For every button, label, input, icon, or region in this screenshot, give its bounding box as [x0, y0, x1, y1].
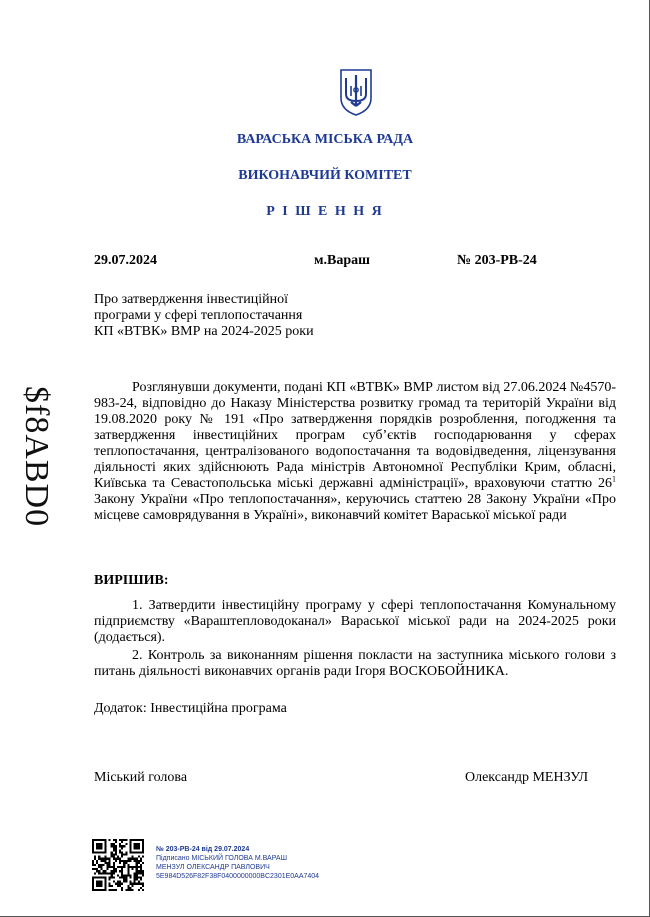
decision-subject: [94, 292, 314, 340]
decision-date: 29.07.2024: [94, 253, 157, 268]
coat-of-arms-icon: [339, 68, 373, 116]
subject-line: програми у сфері теплопостачання: [94, 308, 303, 323]
council-title: ВАРАСЬКА МІСЬКА РАДА: [236, 132, 414, 147]
subject-line: КП «ВТВК» ВМР на 2024-2025 роки: [94, 324, 314, 339]
attachment-note: Додаток: Інвестиційна програма: [94, 701, 287, 716]
decision-number: № 203-РВ-24: [457, 253, 537, 268]
e-signature-signer: МЕНЗУЛ ОЛЕКСАНДР ПАВЛОВИЧ: [156, 864, 270, 871]
preamble-text-end: Закону України «Про теплопостачання», керуючись статтею 28 Закону України «Про місцеве самоврядування в Україні», виконавчий комітет Вараської міської ради: [94, 492, 616, 523]
e-signature-block: [156, 845, 319, 881]
signature-position: Міський голова: [94, 770, 188, 785]
margin-stamp: $f8ABD0: [18, 386, 55, 528]
article-superscript: 1: [612, 474, 616, 484]
decision-item-2: 2. Контроль за виконанням рішення покласти на заступника міського голови з питань діяльності виконавчих органів ради Ігоря ВОСКОБОЙНИКА.: [94, 648, 616, 679]
preamble-paragraph: [94, 380, 616, 524]
decision-place: м.Вараш: [314, 253, 370, 268]
e-signature-cert: 5E984D526F82F38F0400000000BC2301E0AA7404: [156, 873, 320, 880]
decision-item-1: 1. Затвердити інвестиційну програму у сфері теплопостачання Комунальному підприємству «Вараштепловодоканал» Вараської міської ради на 2024-2025 роки (додається).: [94, 598, 616, 645]
subject-line: Про затвердження інвестиційної: [94, 292, 288, 307]
document-type-title: Р І Ш Е Н Н Я: [266, 204, 384, 219]
preamble-text: Розглянувши документи, подані КП «ВТВК» ВМР листом від 27.06.2024 №4570-983-24, відповідно до Наказу Міністерства розвитку громад та територій України від 19.08.2020 року № 191 «Про затвердження порядків розроблення, погодження та затвердження інвестиційних програм суб’єктів господарювання у сферах теплопостачання, централізованого водопостачання та водовідведення, ліцензування діяльності яких здійснюють Рада міністрів Автономної Республіки Крим, обласні, Київська та Севастопольська міські державні адміністрації», враховуючи статтю 26: [94, 380, 616, 491]
signature-name: Олександр МЕНЗУЛ: [465, 770, 589, 785]
decided-heading: ВИРІШИВ:: [94, 573, 169, 588]
e-signature-signed-by: Підписано МІСЬКИЙ ГОЛОВА М.ВАРАШ: [156, 855, 287, 862]
committee-title: ВИКОНАВЧИЙ КОМІТЕТ: [238, 168, 412, 183]
qr-code-icon: [92, 839, 144, 891]
e-signature-doc-ref: № 203-РВ-24 від 29.07.2024: [156, 846, 250, 853]
